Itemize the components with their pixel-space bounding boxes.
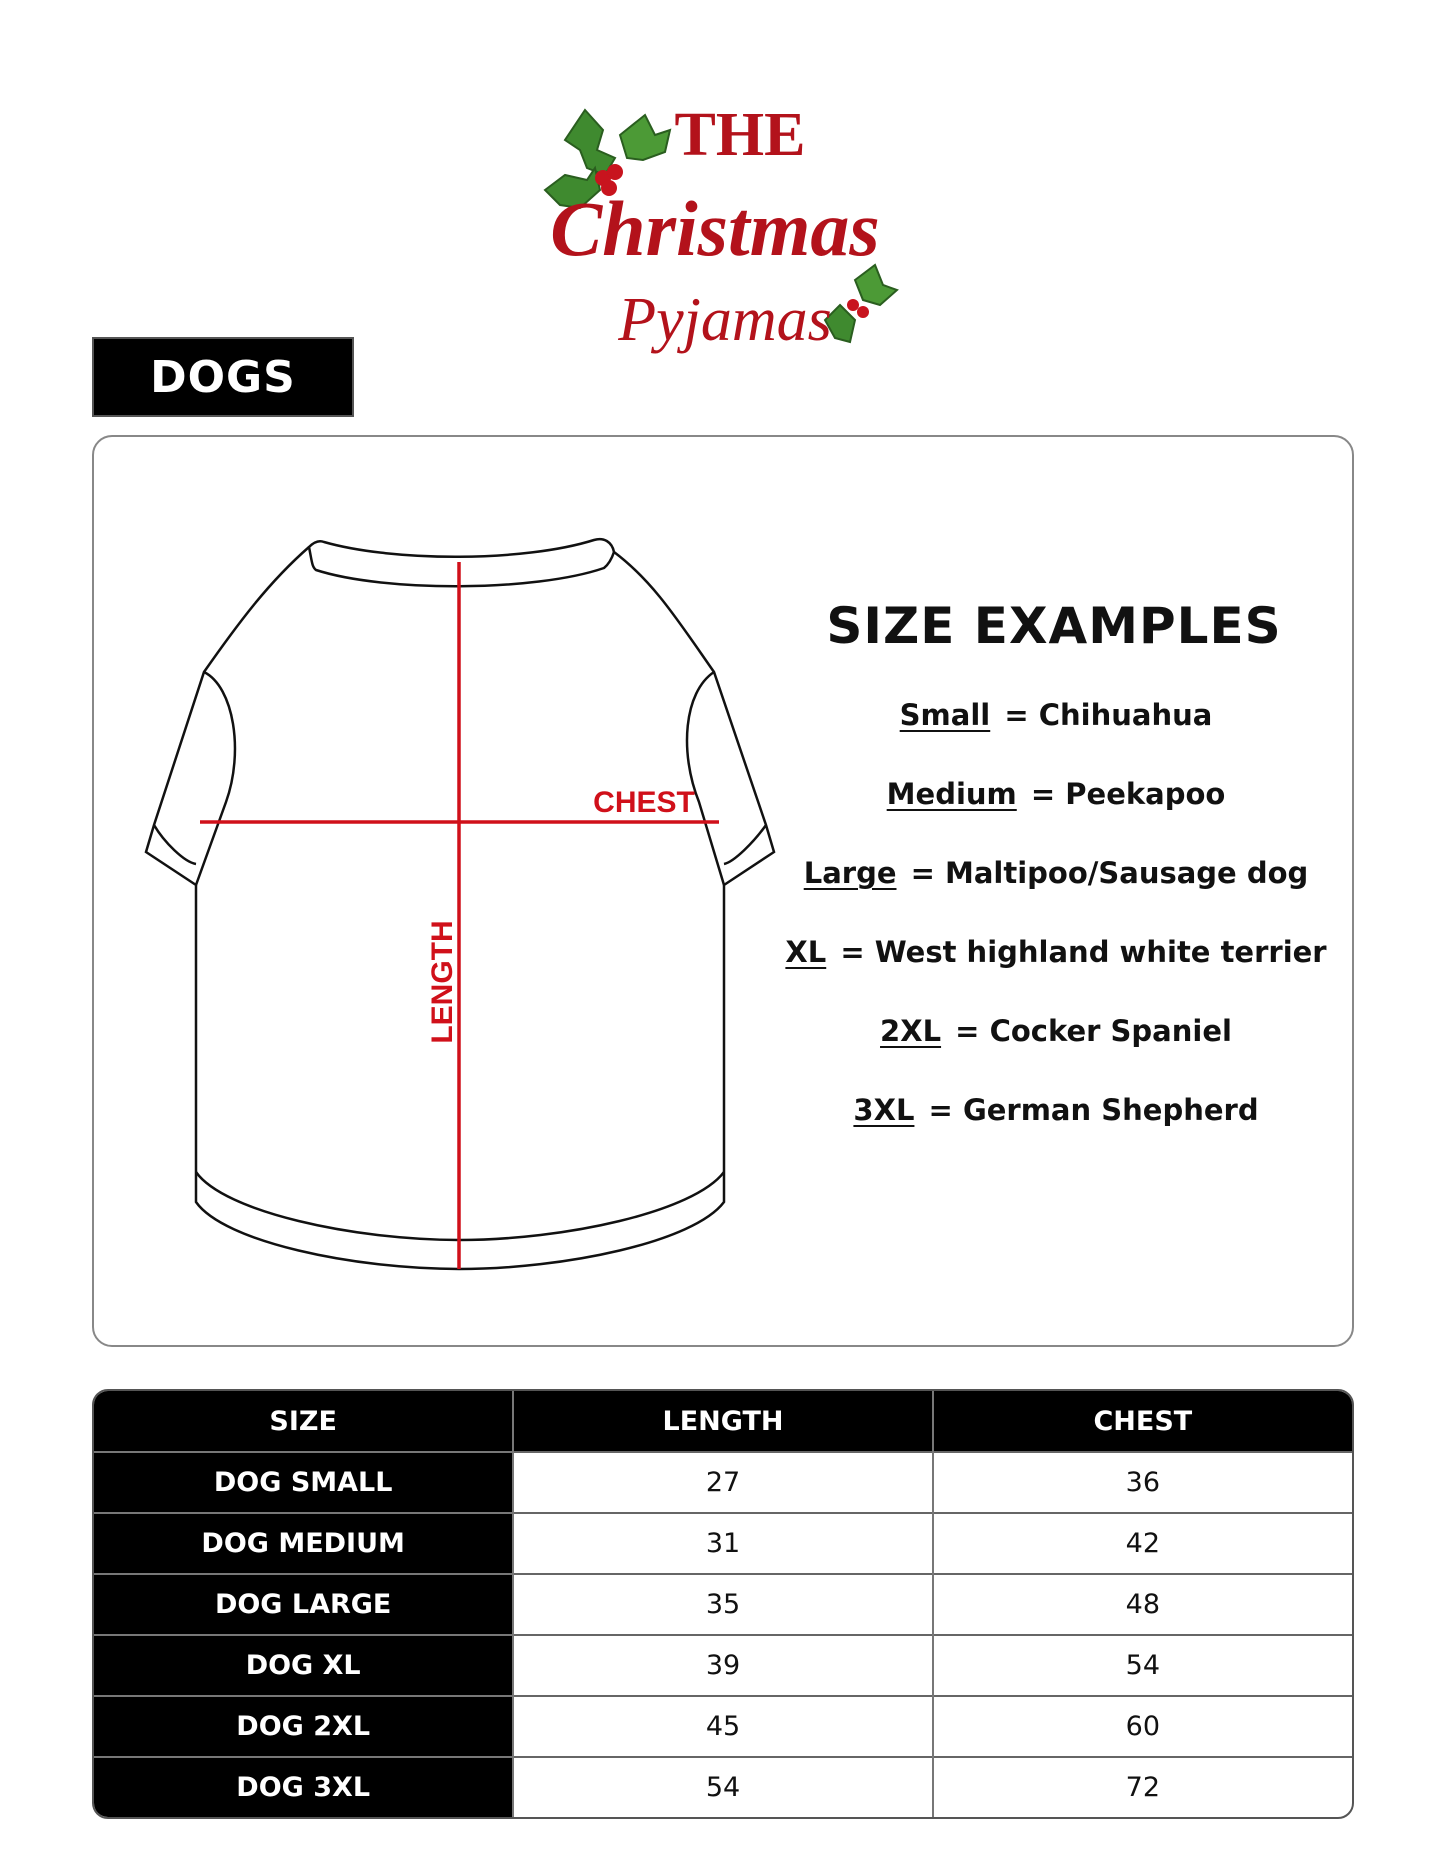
length-cell: 27 xyxy=(513,1452,932,1513)
logo-line2: Christmas xyxy=(550,185,880,272)
example-item: 3XL = German Shepherd xyxy=(774,1090,1334,1169)
example-breed: Maltipoo/Sausage dog xyxy=(945,856,1309,890)
length-cell: 54 xyxy=(513,1757,932,1817)
col-header-size: SIZE xyxy=(94,1391,513,1452)
table-row xyxy=(94,1574,1352,1635)
size-table xyxy=(92,1389,1354,1819)
length-label: LENGTH xyxy=(426,920,459,1044)
chest-label: CHEST xyxy=(593,786,695,819)
example-item: Large = Maltipoo/Sausage dog xyxy=(774,853,1334,932)
table-header-row xyxy=(94,1391,1352,1452)
length-cell: 45 xyxy=(513,1696,932,1757)
example-item: Medium = Peekapoo xyxy=(774,774,1334,853)
size-cell: DOG 3XL xyxy=(94,1757,513,1817)
dog-shirt-diagram xyxy=(134,512,784,1272)
brand-logo xyxy=(525,80,925,380)
size-cell: DOG XL xyxy=(94,1635,513,1696)
example-breed: Chihuahua xyxy=(1038,698,1213,732)
size-examples xyxy=(774,597,1334,1169)
example-size: Medium xyxy=(886,777,1017,811)
logo-line1: THE xyxy=(674,101,806,169)
table-row xyxy=(94,1635,1352,1696)
chest-cell: 48 xyxy=(933,1574,1352,1635)
example-item: Small = Chihuahua xyxy=(774,695,1334,774)
chest-cell: 36 xyxy=(933,1452,1352,1513)
section-title: DOGS xyxy=(92,337,354,417)
example-breed: Cocker Spaniel xyxy=(989,1014,1232,1048)
col-header-length: LENGTH xyxy=(513,1391,932,1452)
example-breed: West highland white terrier xyxy=(874,935,1327,969)
example-breed: German Shepherd xyxy=(962,1093,1259,1127)
diagram-panel xyxy=(92,435,1354,1347)
table-row xyxy=(94,1757,1352,1817)
logo-line3: Pyjamas xyxy=(618,286,832,354)
size-cell: DOG MEDIUM xyxy=(94,1513,513,1574)
chest-cell: 42 xyxy=(933,1513,1352,1574)
holly-icon xyxy=(825,265,897,342)
col-header-chest: CHEST xyxy=(933,1391,1352,1452)
size-cell: DOG 2XL xyxy=(94,1696,513,1757)
chest-cell: 54 xyxy=(933,1635,1352,1696)
table-row xyxy=(94,1452,1352,1513)
size-cell: DOG SMALL xyxy=(94,1452,513,1513)
length-cell: 35 xyxy=(513,1574,932,1635)
example-size: 3XL xyxy=(853,1093,915,1127)
example-size: XL xyxy=(785,935,827,969)
chest-cell: 60 xyxy=(933,1696,1352,1757)
example-size: Small xyxy=(899,698,991,732)
table-row xyxy=(94,1513,1352,1574)
example-size: 2XL xyxy=(880,1014,942,1048)
example-item: 2XL = Cocker Spaniel xyxy=(774,1011,1334,1090)
example-breed: Peekapoo xyxy=(1065,777,1226,811)
length-cell: 39 xyxy=(513,1635,932,1696)
example-item: XL = West highland white terrier xyxy=(774,932,1334,1011)
table-row xyxy=(94,1696,1352,1757)
size-examples-title: SIZE EXAMPLES xyxy=(826,597,1282,655)
chest-cell: 72 xyxy=(933,1757,1352,1817)
example-size: Large xyxy=(803,856,897,890)
shirt-outline-icon xyxy=(134,512,784,1272)
size-cell: DOG LARGE xyxy=(94,1574,513,1635)
logo-graphic xyxy=(525,80,925,380)
length-cell: 31 xyxy=(513,1513,932,1574)
